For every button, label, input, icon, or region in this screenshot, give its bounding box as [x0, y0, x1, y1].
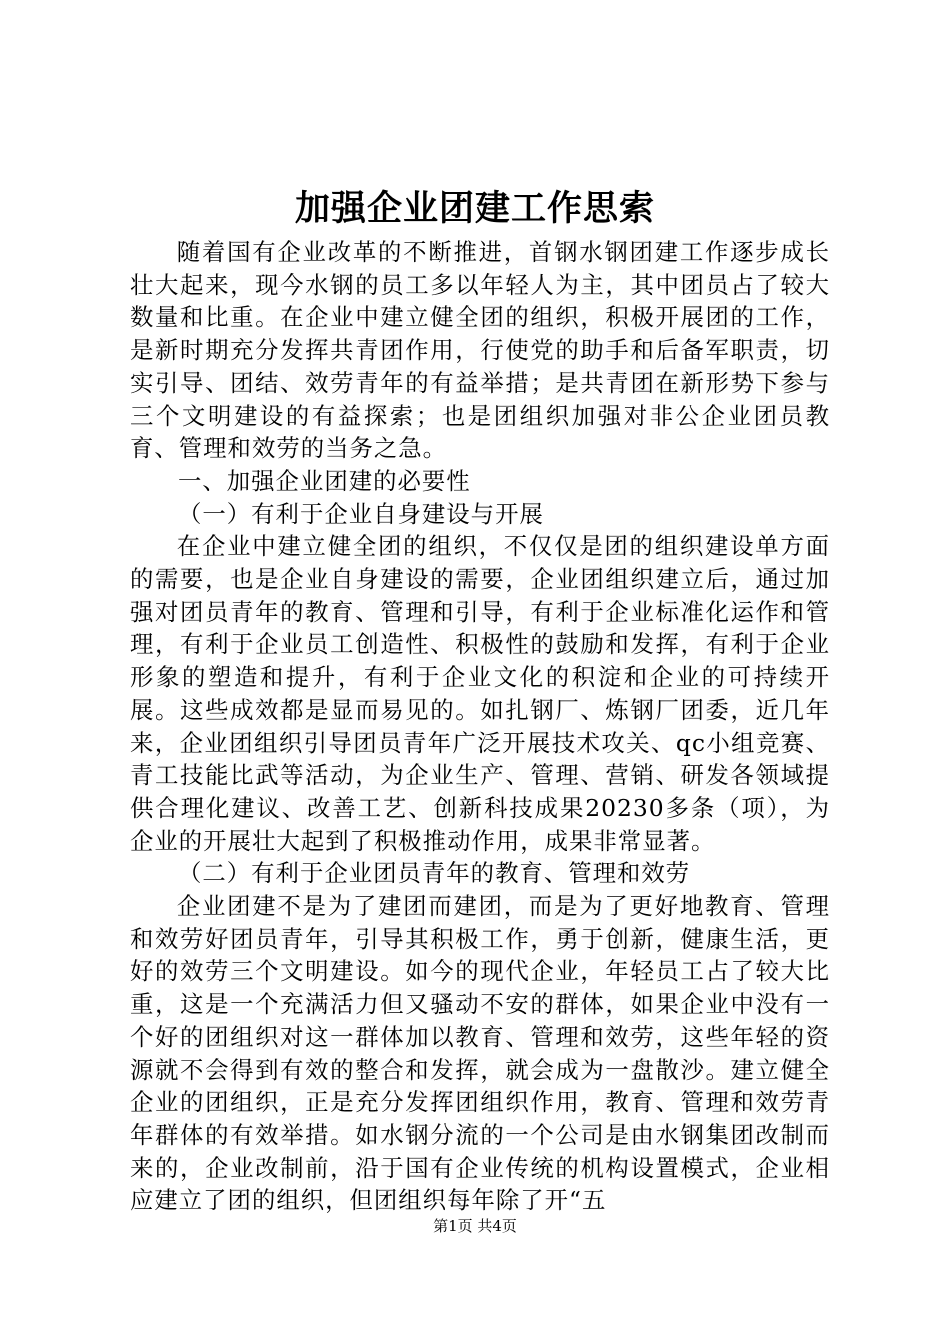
subsection-heading-2: （二）有利于企业团员青年的教育、管理和效劳 — [178, 859, 691, 888]
subsection-heading-1: （一）有利于企业自身建设与开展 — [178, 499, 544, 528]
paragraph-subsection-2: 企业团建不是为了建团而建团，而是为了更好地教育、管理和效劳好团员青年，引导其积极工作，勇于创新，健康生活，更好的效劳三个文明建设。如今的现代企业，年轻员工占了较大比重，这是一个充满活力但又骚动不安的群体，如果企业中没有一个好的团组织对这一群体加以教育、管理和效劳，这些年轻的资源就不会得到有效的整合和发挥，就会成为一盘散沙。建立健全企业的团组织，正是充分发挥团组织作用，教育、管理和效劳青年群体的有效举措。如水钢分流的一个公司是由水钢集团改制而来的，企业改制前，沿于国有企业传统的机构设置模式，企业相应建立了团的组织，但团组织每年除了开“五 — [130, 892, 830, 1215]
paragraph-subsection-1: 在企业中建立健全团的组织，不仅仅是团的组织建设单方面的需要，也是企业自身建设的需要，企业团组织建立后，通过加强对团员青年的教育、管理和引导，有利于企业标准化运作和管理，有利于企业员工创造性、积极性的鼓励和发挥，有利于企业形象的塑造和提升，有利于企业文化的积淀和企业的可持续开展。这些成效都是显而易见的。如扎钢厂、炼钢厂团委，近几年来，企业团组织引导团员青年广泛开展技术攻关、qc小组竞赛、青工技能比武等活动，为企业生产、管理、营销、研发各领域提供合理化建议、改善工艺、创新科技成果20230多条（项），为企业的开展壮大起到了积极推动作用，成果非常显著。 — [130, 532, 830, 855]
document-title: 加强企业团建工作思索 — [294, 188, 655, 229]
section-heading-1: 一、加强企业团建的必要性 — [178, 466, 471, 495]
paragraph-intro: 随着国有企业改革的不断推进，首钢水钢团建工作逐步成长壮大起来，现今水钢的员工多以年轻人为主，其中团员占了较大数量和比重。在企业中建立健全团的组织，积极开展团的工作，是新时期充分发挥共青团作用，行使党的助手和后备军职责，切实引导、团结、效劳青年的有益举措；是共青团在新形势下参与三个文明建设的有益探索；也是团组织加强对非公企业团员教育、管理和效劳的当务之急。 — [130, 238, 830, 463]
page-footer: 第1页 共4页 — [433, 1217, 517, 1235]
document-body — [130, 236, 830, 1217]
